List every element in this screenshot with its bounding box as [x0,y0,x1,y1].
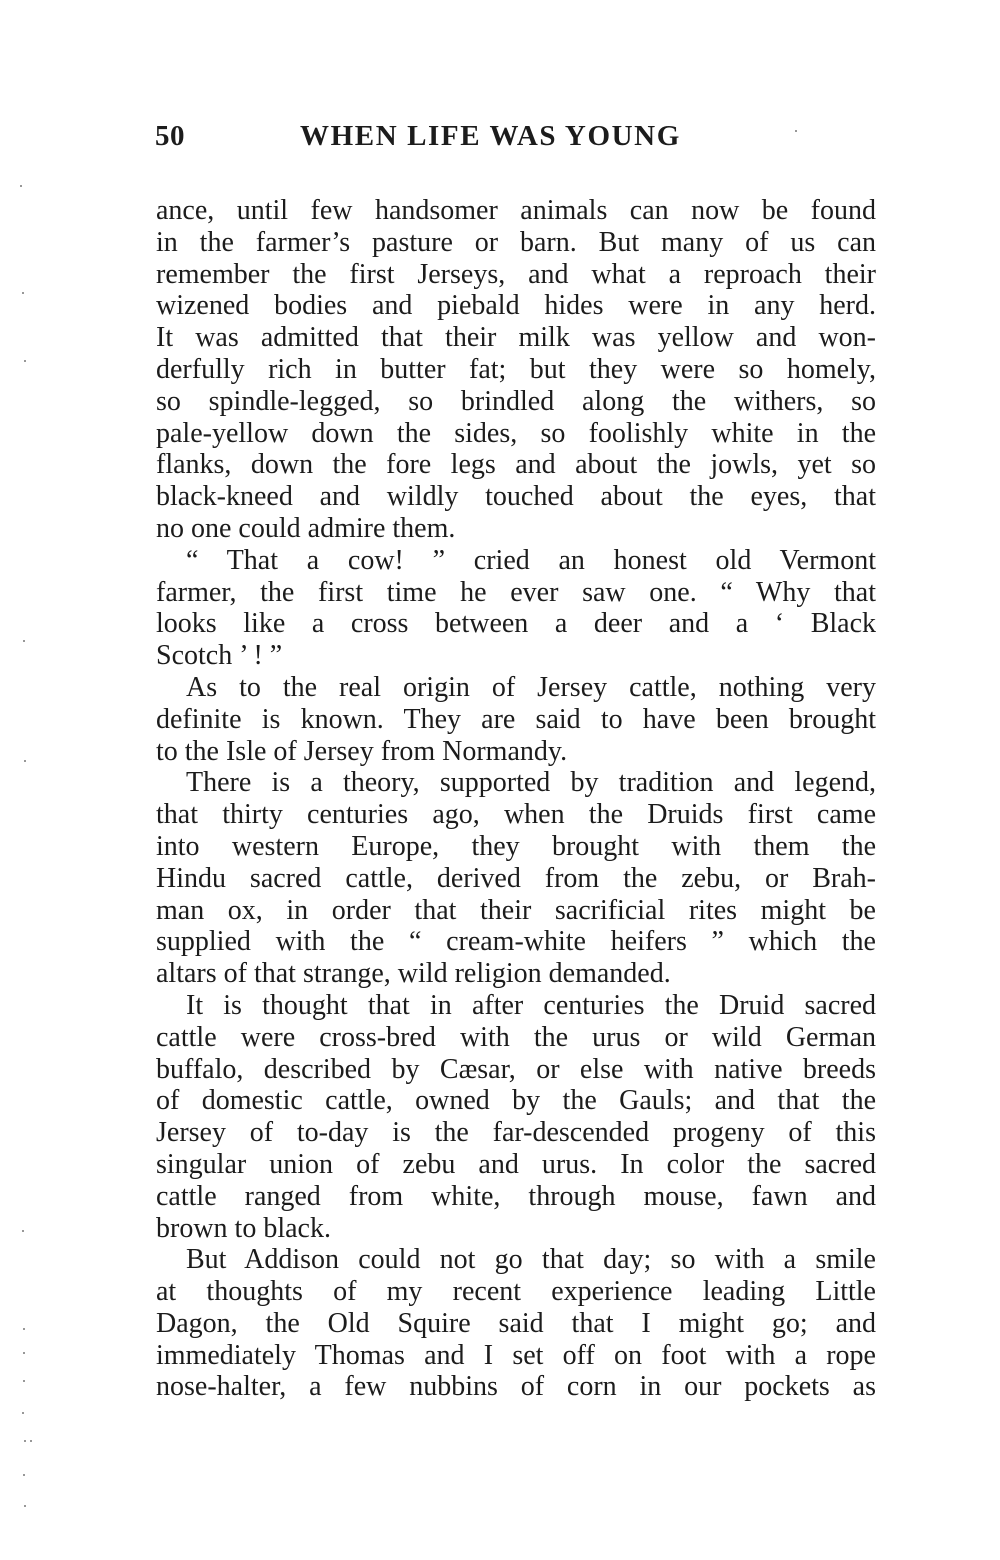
text-line: farmer, the first time he ever saw one. “ Why that [156,576,876,608]
text-line: of domestic cattle, owned by the Gauls; and that the [156,1085,876,1117]
scan-speck [23,1352,25,1354]
scan-speck [22,1230,24,1232]
text-line: cattle were cross-bred with the urus or wild German [156,1021,876,1053]
text-line: at thoughts of my recent experience leading Little [156,1276,876,1308]
text-line: remember the first Jerseys, and what a reproach their [156,258,876,290]
text-line: looks like a cross between a deer and a ‘ Black [156,608,876,640]
text-line: “ That a cow! ” cried an honest old Vermont [186,544,876,576]
text-line: definite is known. They are said to have been brought [156,703,876,735]
text-line: that thirty centuries ago, when the Druids first came [156,799,876,831]
text-line: It is thought that in after centuries the Druid sacred [186,989,876,1021]
scan-speck [24,1440,26,1442]
text-line: man ox, in order that their sacrificial rites might be [156,894,876,926]
body-text [156,195,876,1403]
text-line: Dagon, the Old Squire said that I might go; and [156,1307,876,1339]
text-line: Jersey of to-day is the far-descended progeny of this [156,1117,876,1149]
text-line: altars of that strange, wild religion demanded. [156,958,671,990]
text-line: in the farmer’s pasture or barn. But many of us can [156,226,876,258]
text-line: no one could admire them. [156,512,456,544]
scan-speck [24,360,26,362]
text-line: cattle ranged from white, through mouse, fawn and [156,1180,876,1212]
text-line: to the Isle of Jersey from Normandy. [156,735,568,767]
text-line: flanks, down the fore legs and about the jowls, yet so [156,449,876,481]
text-line: As to the real origin of Jersey cattle, nothing very [186,671,876,703]
scan-speck [22,292,24,294]
text-line: derfully rich in butter fat; but they were so homely, [156,353,876,385]
text-line: wizened bodies and piebald hides were in any herd. [156,290,876,322]
scan-speck [23,1474,25,1476]
text-line: pale-yellow down the sides, so foolishly white in the [156,417,876,449]
scan-speck [24,760,26,762]
scan-speck [23,640,25,642]
text-line: ance, until few handsomer animals can now be found [156,195,876,226]
text-line: supplied with the “ cream-white heifers ” which the [156,926,876,958]
scan-speck [20,185,22,187]
scan-speck [23,1380,25,1382]
text-line: so spindle-legged, so brindled along the withers, so [156,385,876,417]
scan-speck [23,1328,25,1330]
text-line: Scotch ’ ! ” [156,640,283,672]
running-head [155,120,895,160]
text-line: Hindu sacred cattle, derived from the zebu, or Brah- [156,862,876,894]
scan-speck [30,1440,32,1442]
text-line: black-kneed and wildly touched about the eyes, that [156,481,876,513]
scan-speck [24,1505,26,1507]
text-line: nose-halter, a few nubbins of corn in our pockets as [156,1371,876,1403]
page-number: 50 [155,120,185,152]
text-line: But Addison could not go that day; so with a smile [186,1244,876,1276]
text-line: brown to black. [156,1212,331,1244]
running-title: WHEN LIFE WAS YOUNG [300,120,681,152]
scan-speck [795,130,797,132]
text-line: immediately Thomas and I set off on foot with a rope [156,1339,876,1371]
scan-speck [22,1412,24,1414]
text-line: into western Europe, they brought with them the [156,830,876,862]
text-line: There is a theory, supported by tradition and legend, [186,767,876,799]
text-line: It was admitted that their milk was yellow and won- [156,322,876,354]
text-line: buffalo, described by Cæsar, or else with native breeds [156,1053,876,1085]
text-line: singular union of zebu and urus. In color the sacred [156,1148,876,1180]
